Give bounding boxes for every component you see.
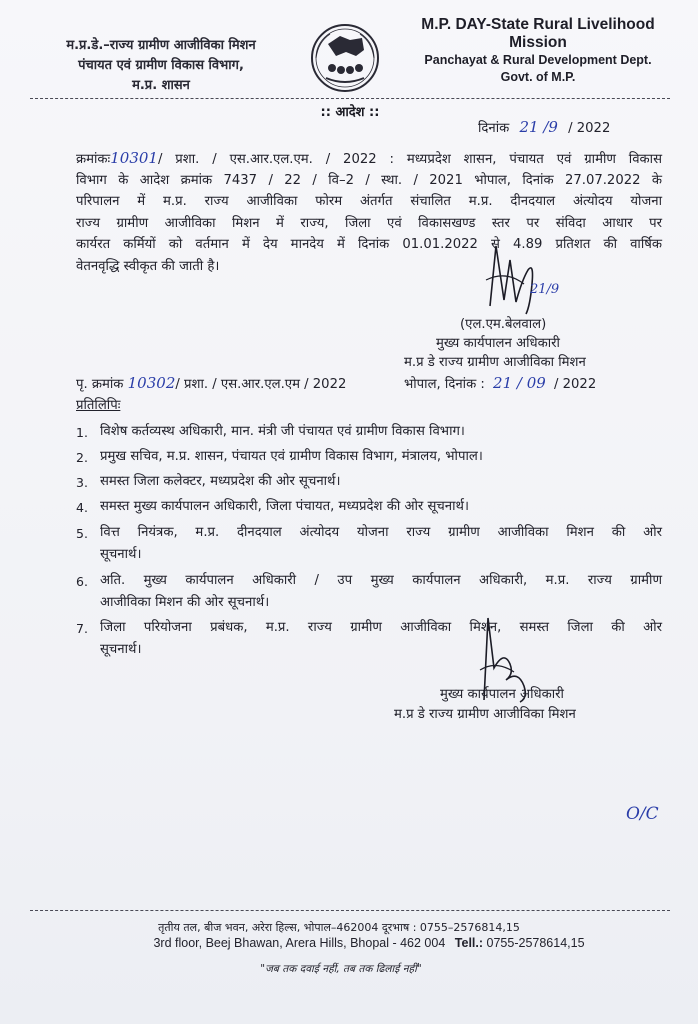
header-hindi-block	[20, 36, 302, 96]
signature-1-icon	[476, 240, 576, 320]
list-item: समस्त मुख्य कार्यपालन अधिकारी, जिला पंचायत, मध्यप्रदेश की ओर सूचनार्थ।	[100, 499, 469, 514]
endorsement-year: / 2022	[554, 377, 597, 392]
footer-english-address	[20, 936, 698, 950]
list-item: प्रमुख सचिव, म.प्र. शासन, पंचायत एवं ग्रामीण विकास विभाग, मंत्रालय, भोपाल।	[100, 449, 483, 464]
list-item-number: 5.	[76, 526, 88, 541]
list-item-number: 7.	[76, 621, 88, 636]
endorsement-number-handwritten: 10302	[127, 374, 176, 392]
header-english-block	[388, 16, 688, 86]
signatory-2-office: म.प्र डे राज्य ग्रामीण आजीविका मिशन	[394, 707, 576, 722]
signatory-1-designation: मुख्य कार्यपालन अधिकारी	[436, 336, 560, 351]
header-hindi-line3: म.प्र. शासन	[132, 78, 190, 93]
list-item-number: 2.	[76, 450, 88, 465]
header-hindi-line2: पंचायत एवं ग्रामीण विकास विभाग,	[78, 58, 244, 73]
date-year: / 2022	[568, 121, 611, 136]
order-title: :: आदेश ::	[320, 105, 380, 120]
order-line-6: वेतनवृद्धि स्वीकृत की जाती है।	[76, 259, 220, 274]
list-item: जिला परियोजना प्रबंधक, म.प्र. राज्य ग्रामीण आजीविका मिशन, समस्त जिला की ओर	[100, 620, 662, 635]
order-line-3: परिपालन में म.प्र. राज्य आजीविका फोरम अंतर्गत संचालित म.प्र. दीनदयाल अंत्योदय योजना	[76, 194, 662, 209]
order-line-2: विभाग के आदेश क्रमांक 7437 / 22 / वि–2 / स्था. / 2021 भोपाल, दिनांक 27.07.2022 के	[76, 172, 662, 188]
order-line-1	[76, 148, 662, 171]
list-item-continuation: सूचनार्थ।	[100, 547, 142, 562]
copy-to-label: प्रतिलिपिः	[76, 398, 121, 413]
footer-slogan: "जब तक दवाई नहीं, तब तक ढिलाई नहीं"	[260, 963, 422, 975]
footer-divider	[30, 910, 670, 911]
order-number-label: क्रमांकः	[76, 152, 111, 167]
header-english-line1: M.P. DAY-State Rural Livelihood	[421, 16, 655, 33]
header-english-line4: Govt. of M.P.	[500, 70, 576, 84]
list-item: विशेष कर्तव्यस्थ अधिकारी, मान. मंत्री जी पंचायत एवं ग्रामीण विकास विभाग।	[100, 424, 465, 439]
endorsement-ref: / प्रशा. / एस.आर.एल.एम / 2022	[175, 377, 347, 392]
footer-address-text: 3rd floor, Beej Bhawan, Arera Hills, Bhopal - 462 004	[153, 936, 446, 950]
endorsement-date-handwritten: 21 / 09	[493, 374, 546, 392]
list-item: समस्त जिला कलेक्टर, मध्यप्रदेश की ओर सूचनार्थ।	[100, 474, 341, 489]
list-item-continuation: आजीविका मिशन की ओर सूचनार्थ।	[100, 595, 270, 610]
endorsement-date	[404, 374, 596, 392]
signature-1-date: 21/9	[530, 282, 560, 297]
header-hindi-line1: म.प्र.डे.–राज्य ग्रामीण आजीविका मिशन	[66, 38, 256, 53]
header-english-line2: Mission	[509, 34, 567, 51]
date-line	[478, 118, 610, 136]
footer-tel-value: 0755-2578614,15	[486, 936, 585, 950]
list-item-number: 1.	[76, 425, 88, 440]
endorsement-prefix: पृ. क्रमांक	[76, 377, 124, 392]
order-number-handwritten: 10301	[110, 149, 158, 167]
list-item-continuation: सूचनार्थ।	[100, 642, 142, 657]
date-label: दिनांक	[478, 121, 510, 136]
footer-hindi-address: तृतीय तल, बीज भवन, अरेरा हिल्स, भोपाल–462004 दूरभाष : 0755–2576814,15	[158, 921, 520, 934]
order-line-1-text: / प्रशा. / एस.आर.एल.एम. / 2022 : मध्यप्रदेश शासन, पंचायत एवं ग्रामीण विकास	[157, 152, 662, 167]
list-item: वित्त नियंत्रक, म.प्र. दीनदयाल अंत्योदय योजना राज्य ग्रामीण आजीविका मिशन की ओर	[100, 525, 662, 540]
signatory-1-name: (एल.एम.बेलवाल)	[460, 317, 547, 332]
mission-logo-icon	[306, 22, 384, 94]
footer-tel-label: Tell.:	[454, 936, 484, 950]
endorsement-place-date: भोपाल, दिनांक :	[404, 377, 485, 392]
order-line-5: कार्यरत कर्मियों को वर्तमान में देय मानदेय में दिनांक 01.01.2022 से 4.89 प्रतिशत की वार्षिक	[76, 237, 662, 252]
header-english-line3: Panchayat & Rural Development Dept.	[424, 53, 652, 67]
endorsement-line	[76, 374, 346, 392]
list-item-number: 6.	[76, 574, 88, 589]
signatory-2-designation: मुख्य कार्यपालन अधिकारी	[440, 687, 564, 702]
list-item-number: 3.	[76, 475, 88, 490]
margin-note: O/C	[626, 804, 659, 824]
order-line-4: राज्य ग्रामीण आजीविका मिशन में राज्य, जिला एवं विकासखण्ड स्तर पर संविदा आधार पर	[76, 215, 662, 231]
signatory-1-office: म.प्र डे राज्य ग्रामीण आजीविका मिशन	[404, 355, 586, 370]
list-item: अति. मुख्य कार्यपालन अधिकारी / उप मुख्य कार्यपालन अधिकारी, म.प्र. राज्य ग्रामीण	[100, 573, 662, 588]
date-handwritten: 21 /9	[519, 118, 558, 136]
header-divider	[30, 98, 670, 99]
list-item-number: 4.	[76, 500, 88, 515]
